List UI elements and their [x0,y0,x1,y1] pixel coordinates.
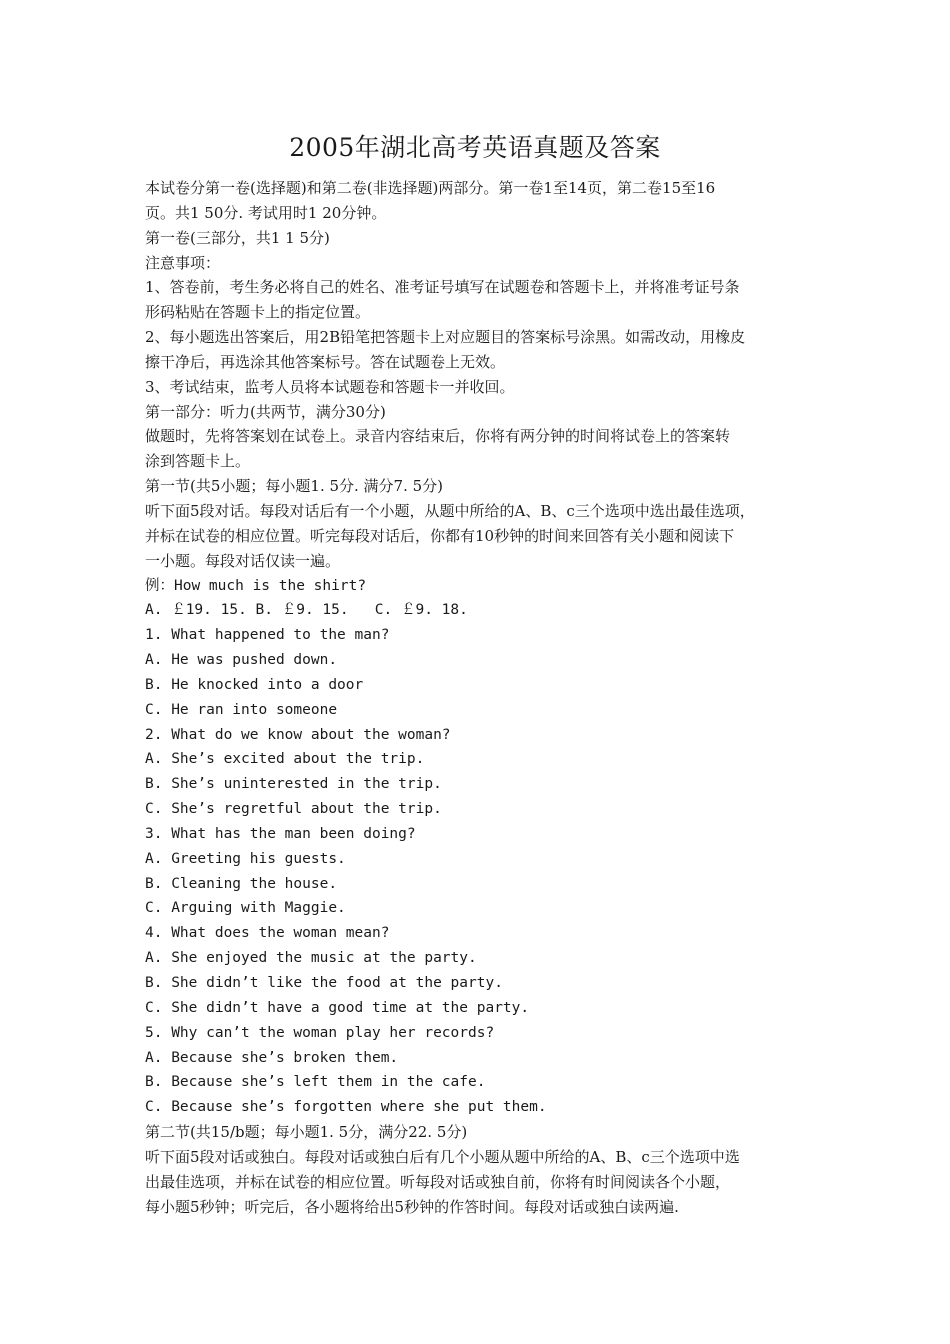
text-line: 2、每小题选出答案后，用2B铅笔把答题卡上对应题目的答案标号涂黑。如需改动，用橡皮 [145,328,746,347]
text-line: 页。共1 50分. 考试用时1 20分钟。 [145,203,387,222]
text-line: 3. What has the man been doing? [145,825,416,842]
text-line: B. Because she’s left them in the cafe. [145,1074,486,1091]
text-line: A. He was pushed down. [145,652,338,669]
text-line: C. He ran into someone [145,701,338,718]
text-line: 涂到答题卡上。 [145,452,251,471]
text-line: A. ￡19. 15. B. ￡9. 15. C. ￡9. 18. [145,602,468,619]
text-line: 第一节(共5小题；每小题1. 5分. 满分7. 5分) [145,477,444,496]
text-line: 2. What do we know about the woman? [145,726,451,743]
text-line: C. Arguing with Maggie. [145,900,346,917]
text-line: B. Cleaning the house. [145,875,338,892]
text-line: 例：How much is the shirt? [145,577,367,594]
text-line: 听下面5段对话。每段对话后有一个小题，从题中所给的A、B、c三个选项中选出最佳选项， [145,501,755,520]
text-line: 5. Why can’t the woman play her records? [145,1024,495,1041]
text-line: C. She’s regretful about the trip. [145,801,442,818]
text-line: 3、考试结束，监考人员将本试题卷和答题卡一并收回。 [145,377,515,396]
text-line: 1、答卷前，考生务必将自己的姓名、准考证号填写在试题卷和答题卡上，并将准考证号条 [145,278,740,297]
text-line: A. She’s excited about the trip. [145,751,425,768]
text-line: 每小题5秒钟；听完后，各小题将给出5秒钟的作答时间。每段对话或独白读两遍. [145,1197,679,1216]
text-line: 1. What happened to the man? [145,627,390,644]
document-title: 2005年湖北高考英语真题及答案 [289,133,661,162]
text-line: B. She’s uninterested in the trip. [145,776,442,793]
text-line: A. Because she’s broken them. [145,1049,399,1066]
text-line: B. She didn’t like the food at the party. [145,975,503,991]
text-line: 第一部分：听力(共两节，满分30分) [145,402,386,421]
text-line: 本试卷分第一卷(选择题)和第二卷(非选择题)两部分。第一卷1至14页，第二卷15至16 [145,179,716,197]
text-line: C. Because she’s forgotten where she put them. [145,1099,547,1116]
text-line: 并标在试卷的相应位置。听完每段对话后，你都有10秒钟的时间来回答有关小题和阅读下 [145,526,735,545]
text-line: 听下面5段对话或独白。每段对话或独白后有几个小题从题中所给的A、B、c三个选项中选 [145,1147,740,1166]
document-body [145,176,825,1219]
text-line: 注意事项： [145,253,221,272]
text-line: 擦干净后，再选涂其他答案标号。答在试题卷上无效。 [145,352,506,371]
text-line: 一小题。每段对话仅读一遍。 [145,551,341,570]
text-line: 出最佳选项，并标在试卷的相应位置。听每段对话或独自前，你将有时间阅读各个小题， [145,1172,731,1191]
text-line: B. He knocked into a door [145,676,364,693]
text-line: 第一卷(三部分，共1 1 5分) [145,228,330,247]
text-line: 4. What does the woman mean? [145,925,390,942]
text-line: A. Greeting his guests. [145,850,346,867]
text-line: 形码粘贴在答题卡上的指定位置。 [145,303,371,322]
text-line: 做题时，先将答案划在试卷上。录音内容结束后，你将有两分钟的时间将试卷上的答案转 [145,427,731,446]
text-line: A. She enjoyed the music at the party. [145,950,477,967]
text-line: C. She didn’t have a good time at the party. [145,999,530,1016]
text-line: 第二节(共15/b题；每小题1. 5分，满分22. 5分) [145,1123,468,1142]
